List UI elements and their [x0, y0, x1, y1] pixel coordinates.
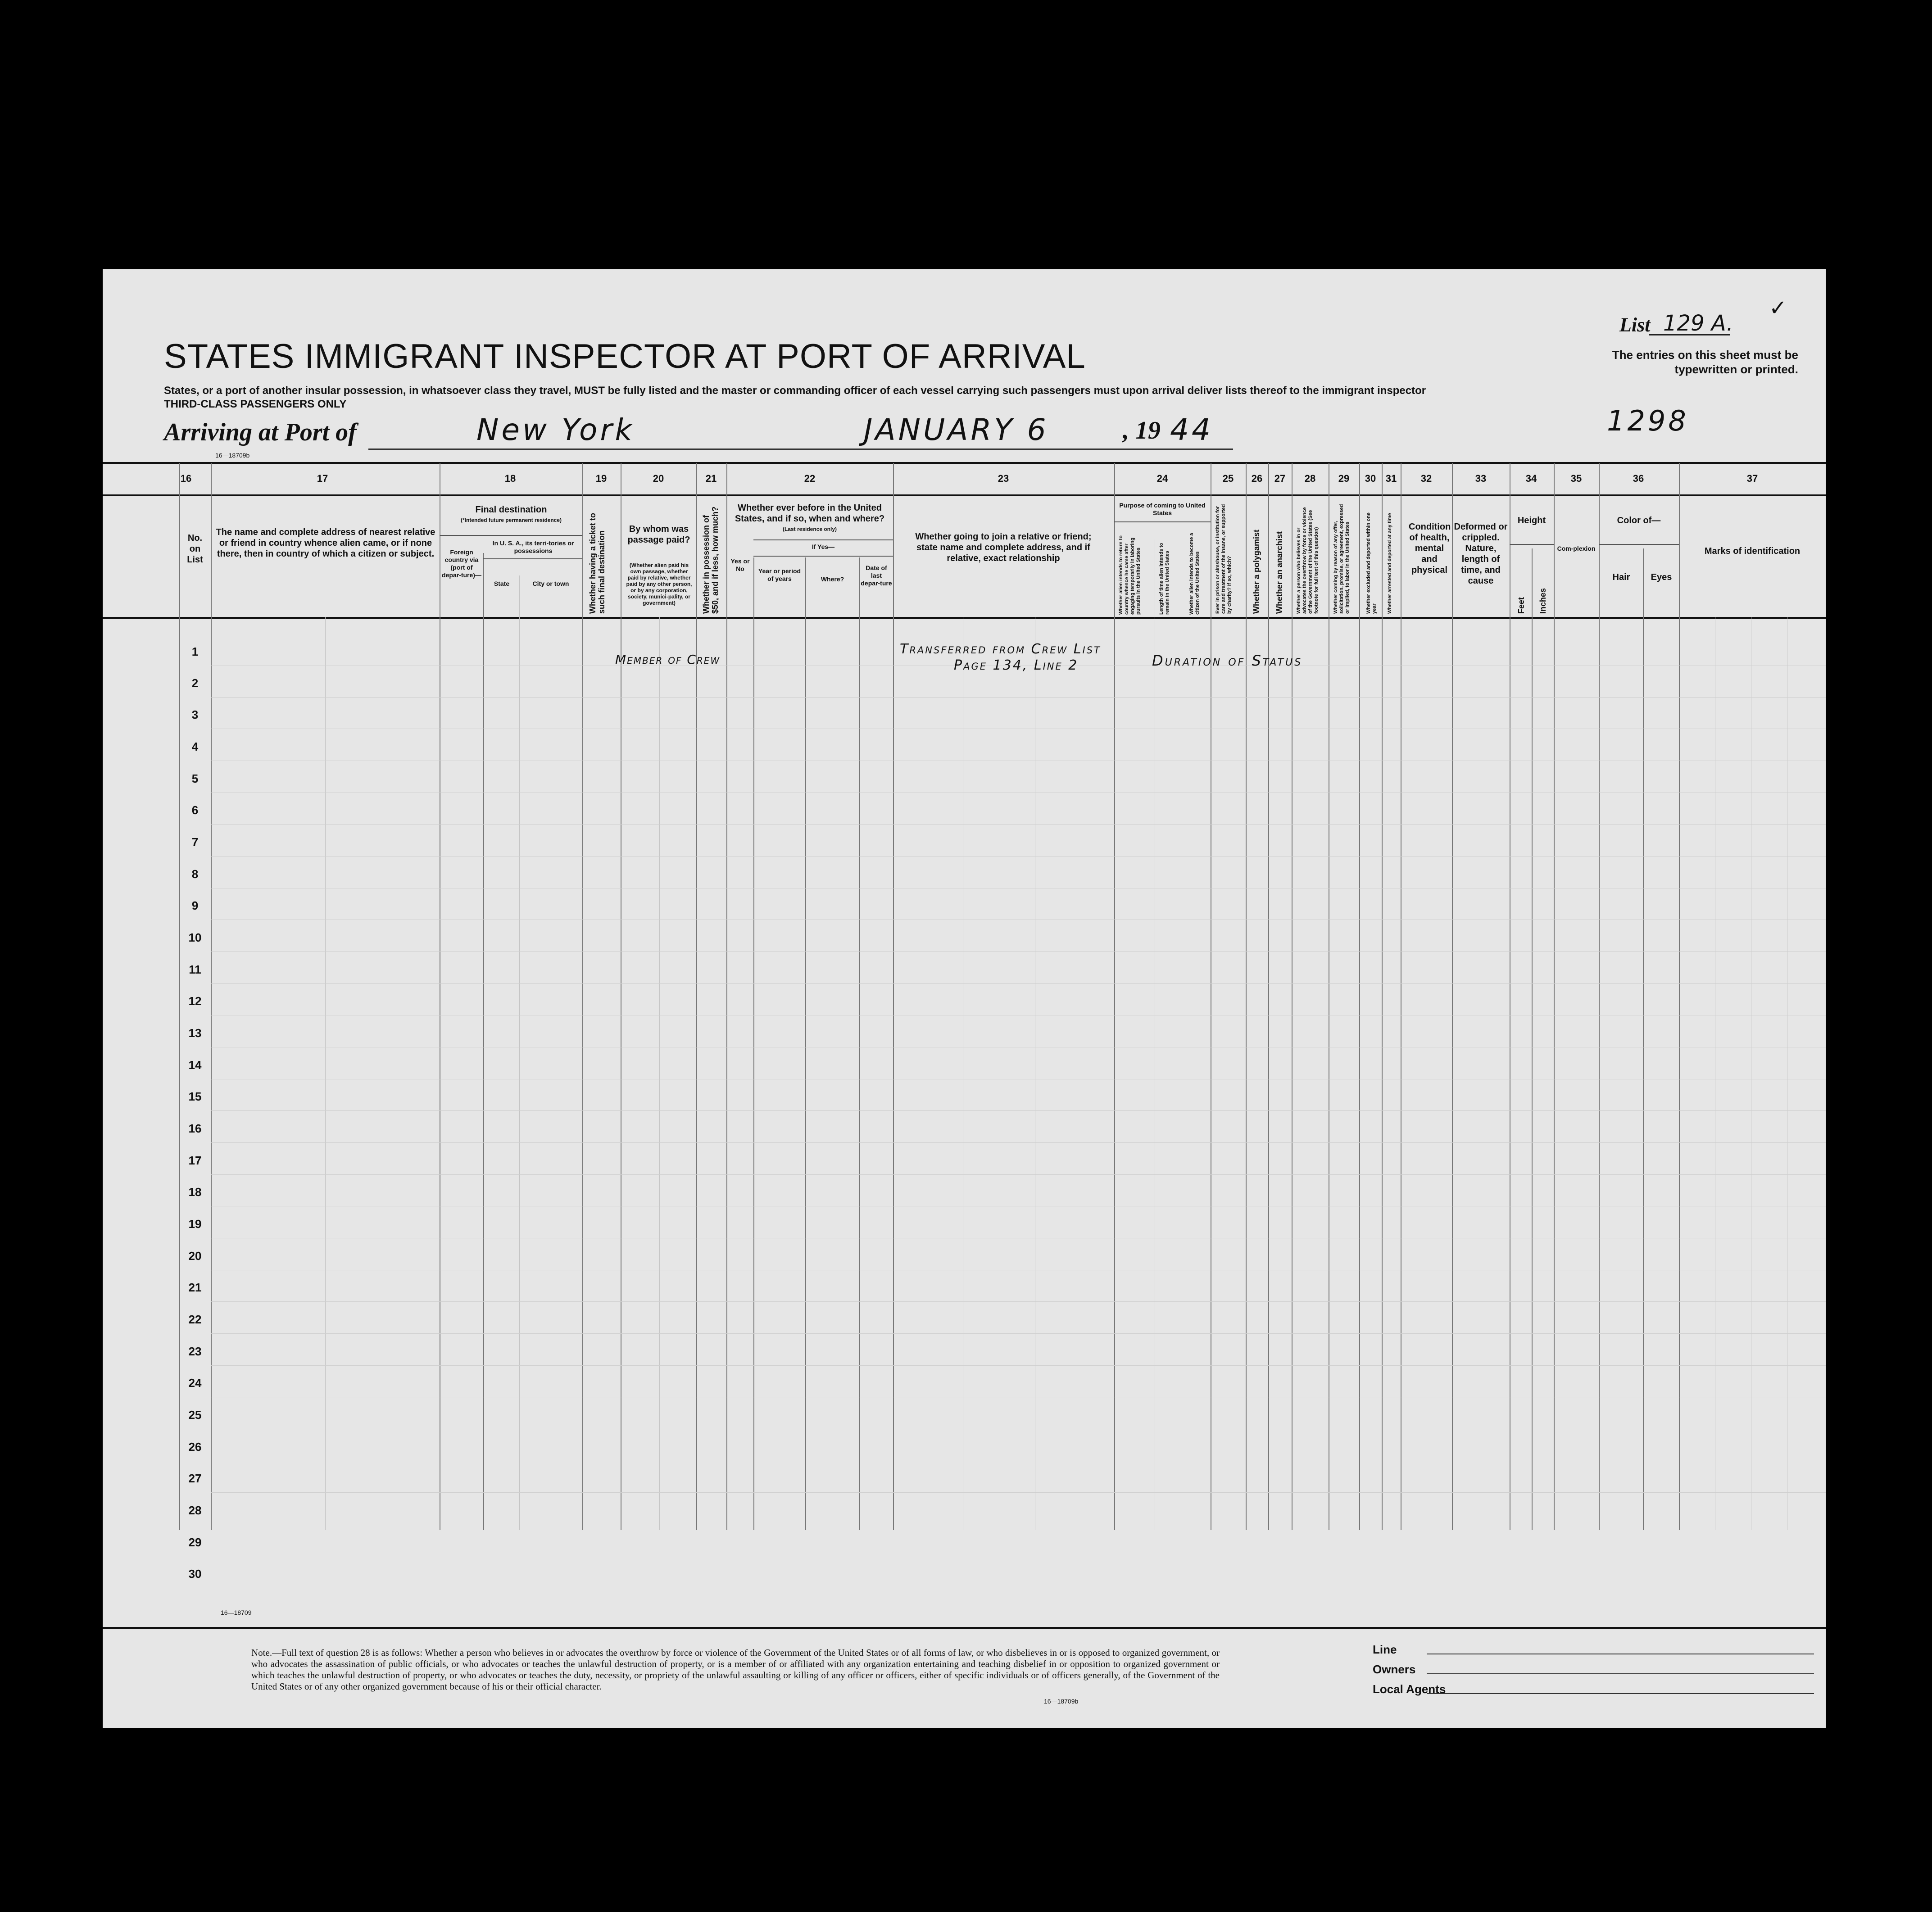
row-number: 9 [191, 899, 199, 912]
in-usa-rule [483, 558, 582, 559]
row-number: 8 [191, 867, 199, 881]
header-by-whom-note: (Whether alien paid his own passage, whether paid by relative, whether paid by any other person, or by any corporation, society, munici-pality, or government) [626, 562, 692, 606]
col-num-25: 25 [1222, 473, 1234, 484]
row-line [211, 1301, 1826, 1302]
col-line [519, 575, 520, 1530]
port-line [368, 449, 931, 450]
col-line [1246, 463, 1247, 1530]
col-line [1532, 548, 1533, 1530]
row-line [211, 697, 1826, 698]
agents-field [1427, 1693, 1814, 1694]
purpose-rule [1114, 521, 1211, 522]
col-line [582, 463, 583, 1530]
row-number: 14 [188, 1058, 202, 1072]
header-by-whom: By whom was passage paid? [627, 524, 690, 545]
header-condition: Condition of health, mental and physical [1409, 522, 1451, 575]
header-fifty-dollars: Whether in possession of $50, and if less, how much? [702, 506, 720, 614]
height-rule [1510, 544, 1554, 545]
color-rule [1599, 544, 1679, 545]
header-final-destination: Final destination [475, 505, 547, 515]
header-purpose: Purpose of coming to United States [1119, 502, 1206, 517]
header-purpose-citizen: Whether alien intends to become a citizen of the United States [1189, 533, 1200, 615]
header-deformed: Deformed or crippled. Nature, length of time, and cause [1454, 522, 1508, 586]
col-num-26: 26 [1251, 473, 1263, 484]
col-line [1599, 463, 1600, 1530]
col-num-31: 31 [1385, 473, 1397, 484]
header-prison: Ever in prison or almshouse, or institution for care and treatment of the insane, or supported by charity? If so, which? [1215, 504, 1232, 614]
row-line [211, 1174, 1826, 1175]
col-num-18: 18 [504, 473, 516, 484]
col-line [483, 553, 484, 1530]
row-line [211, 983, 1826, 984]
row-line [211, 951, 1826, 952]
col-num-29: 29 [1338, 473, 1350, 484]
header-ever-before: Whether ever before in the United States, and if so, when and where? [735, 503, 885, 524]
row-number: 22 [188, 1313, 202, 1326]
list-number: 129 A. [1663, 311, 1733, 336]
col-line [859, 557, 860, 1530]
row-number: 21 [188, 1281, 202, 1294]
entry-join-relative-line1: Transferred from Crew List [900, 641, 1101, 657]
col-line [1382, 463, 1383, 1530]
header-inches: Inches [1538, 588, 1547, 614]
col-line [211, 463, 212, 1530]
header-foreign-country: Foreign country via (port of depar-ture)— [442, 548, 481, 579]
header-rule-bottom [103, 617, 1826, 619]
col-num-32: 32 [1420, 473, 1432, 484]
header-state: State [494, 580, 510, 587]
grid-line [659, 617, 660, 1530]
header-height: Height [1517, 516, 1546, 526]
col-num-17: 17 [317, 473, 328, 484]
year-suffix: 44 [1170, 412, 1213, 447]
manifest-sheet [103, 269, 1826, 1728]
row-number: 17 [188, 1154, 202, 1167]
final-dest-rule [440, 535, 582, 536]
header-purpose-length: Length of time alien intends to remain in the United States [1159, 543, 1170, 615]
header-q30: Whether excluded and deported within one year [1366, 512, 1377, 614]
form-title: STATES IMMIGRANT INSPECTOR AT PORT OF ARRIVAL [164, 337, 1086, 376]
header-hair: Hair [1612, 572, 1630, 582]
col-num-34: 34 [1525, 473, 1537, 484]
header-join-relative: Whether going to join a relative or friend; state name and complete address, and if relative, exact relationship [915, 532, 1092, 563]
row-number: 2 [191, 676, 199, 690]
col-num-35: 35 [1570, 473, 1582, 484]
footer-rule [103, 1627, 1826, 1629]
row-number: 11 [189, 963, 201, 976]
col-num-22: 22 [804, 473, 816, 484]
row-number: 19 [188, 1217, 202, 1231]
if-yes-rule [753, 556, 893, 557]
header-if-yes: If Yes— [812, 543, 835, 550]
header-complexion: Com-plexion [1557, 545, 1596, 552]
date-value: JANUARY 6 [864, 412, 1049, 447]
form-code-note: 16—18709b [1044, 1698, 1079, 1705]
row-number: 16 [188, 1122, 202, 1135]
header-relative: The name and complete address of nearest relative or friend in country whence alien came, or if none there, then in country of which a citizen or subject. [216, 527, 435, 559]
col-line [1114, 463, 1115, 1530]
page-number: 1298 [1607, 404, 1689, 437]
col-line [805, 557, 806, 1530]
row-line [211, 1110, 1826, 1111]
year-prefix: , 19 [1123, 417, 1161, 444]
header-where: Where? [821, 575, 844, 583]
entry-purpose: Duration of Status [1152, 652, 1303, 669]
header-ever-before-note: (Last residence only) [782, 526, 837, 532]
col-num-19: 19 [595, 473, 607, 484]
header-q29: Whether coming by reason of any offer, solicitation, promise, or agreement, expressed or implied, to labor in the United States [1333, 504, 1350, 614]
col-num-27: 27 [1274, 473, 1286, 484]
col-line [1452, 463, 1453, 1530]
col-line [893, 463, 894, 1530]
header-date-last-departure: Date of last depar-ture [861, 564, 892, 587]
row-number: 20 [188, 1249, 202, 1263]
owners-label: Owners [1373, 1663, 1416, 1676]
owners-field [1427, 1673, 1814, 1674]
col-line [726, 463, 727, 1530]
form-code-top: 16—18709b [215, 452, 250, 459]
header-marks: Marks of identification [1704, 546, 1800, 556]
col-num-20: 20 [653, 473, 664, 484]
col-line [1359, 463, 1360, 1530]
col-num-24: 24 [1156, 473, 1168, 484]
list-label: List [1619, 314, 1651, 336]
col-line [1643, 548, 1644, 1530]
col-line [696, 463, 697, 1530]
arriving-label: Arriving at Port of [164, 418, 357, 446]
header-purpose-return: Whether alien intends to return to country whence he came after engaging temporarily in laboring pursuits in the United States [1118, 535, 1141, 615]
line-label: Line [1373, 1643, 1397, 1656]
col-line [753, 557, 754, 1530]
footnote: Note.—Full text of question 28 is as follows: Whether a person who believes in or advocates the overthrow by force or violence of the Government of the United States or of all forms of law, or who disbelieves in or is opposed to organized government, or who advocates the assassination of public officials, or who advocates or teaches the unlawful destruction of property, or is a member of or affiliated with any organization entertaining and teaching disbelief in or opposition to organized government or which teaches the unlawful destruction of property, or who advocates or teaches the duty, necessity, or propriety of the unlawful assaulting or killing of any officer or officers, either of specific individuals or of officers generally, of the Government of the United States or of any other organized government because of his or their official character. [251, 1647, 1220, 1692]
header-rule-top [103, 462, 1826, 464]
header-year-period: Year or period of years [758, 567, 801, 582]
col-num-37: 37 [1746, 473, 1758, 484]
grid-line [325, 617, 326, 1530]
row-number: 24 [188, 1376, 202, 1390]
form-subtitle: States, or a port of another insular possession, in whatsoever class they travel, MUST be fully listed and the master or commanding officer of each vessel carrying such passengers must upon arrival deliver lists thereof to the immigrant inspector THIRD-CLASS PASSENGERS ONLY [164, 385, 1426, 410]
col-num-33: 33 [1475, 473, 1487, 484]
header-rule-mid [103, 494, 1826, 496]
row-line [211, 1142, 1826, 1143]
row-line [211, 1333, 1826, 1334]
col-num-16: 16 [180, 473, 192, 484]
entry-join-relative-line2: Page 134, Line 2 [954, 657, 1079, 673]
col-num-28: 28 [1304, 473, 1316, 484]
header-final-destination-note: (*Intended future permanent residence) [460, 517, 562, 523]
row-number: 10 [188, 931, 202, 944]
row-number: 6 [191, 803, 199, 817]
row-number: 5 [191, 772, 199, 785]
col-line [1292, 463, 1293, 1530]
ever-before-rule [753, 539, 893, 540]
row-number: 23 [188, 1345, 202, 1358]
check-mark-icon: ✓ [1769, 296, 1787, 320]
col-num-21: 21 [705, 473, 717, 484]
header-city: City or town [532, 580, 569, 587]
row-number: 26 [188, 1440, 202, 1454]
date-line [850, 449, 1233, 450]
row-number: 28 [188, 1504, 202, 1517]
row-number: 3 [191, 708, 199, 721]
header-eyes: Eyes [1651, 572, 1672, 582]
row-number: 12 [188, 994, 202, 1008]
row-line [211, 824, 1826, 825]
row-number: 30 [188, 1567, 202, 1581]
col-line [1554, 463, 1555, 1530]
form-code-bottom: 16—18709 [221, 1609, 252, 1616]
header-no-on-list: No. on List [187, 533, 203, 565]
col-line [1679, 463, 1680, 1530]
row-number: 15 [188, 1090, 202, 1103]
entry-by-whom: Member of Crew [615, 652, 721, 667]
header-anarchist: Whether an anarchist [1275, 531, 1284, 614]
header-q28: Whether a person who believes in or advocates the overthrow by force or violence of the Government of the United States (See footnote for full text of this question) [1296, 507, 1319, 614]
row-number: 29 [188, 1536, 202, 1549]
header-polygamist: Whether a polygamist [1252, 529, 1261, 614]
header-in-usa: In U. S. A., its terri-tories or possessions [492, 539, 574, 554]
row-number: 1 [191, 645, 199, 658]
row-number: 25 [188, 1408, 202, 1422]
col-num-30: 30 [1365, 473, 1376, 484]
row-line [211, 1365, 1826, 1366]
entries-note: The entries on this sheet must be typewritten or printed. [1612, 348, 1798, 376]
row-line [211, 1492, 1826, 1493]
row-number: 13 [188, 1026, 202, 1040]
header-yes-no: Yes or No [730, 557, 750, 572]
col-num-23: 23 [998, 473, 1009, 484]
port-value: New York [476, 412, 635, 447]
row-number: 4 [191, 740, 199, 753]
header-ticket: Whether having a ticket to such final destination [588, 512, 606, 614]
col-num-36: 36 [1633, 473, 1644, 484]
header-q31: Whether arrested and deported at any time [1387, 513, 1392, 614]
header-feet: Feet [1517, 597, 1526, 614]
col-line [1268, 463, 1269, 1530]
agents-label: Local Agents [1373, 1682, 1446, 1696]
row-number: 27 [188, 1472, 202, 1485]
row-number: 18 [188, 1185, 202, 1199]
header-color-of: Color of— [1617, 516, 1661, 526]
row-number: 7 [191, 835, 199, 849]
